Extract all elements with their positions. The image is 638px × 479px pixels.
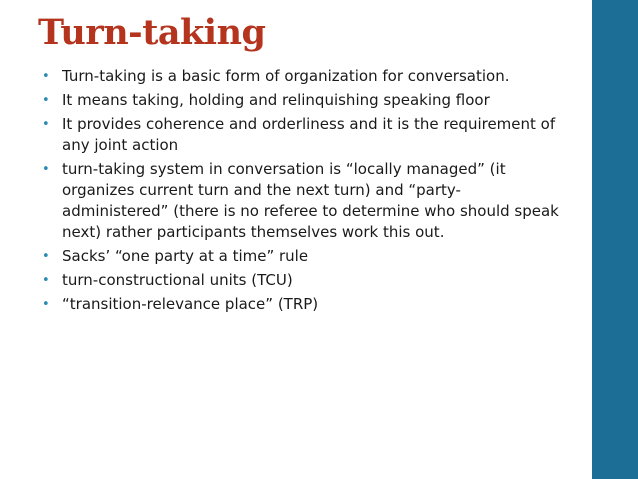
bullet-text: It provides coherence and orderliness and it is the requirement of any joint action <box>62 115 556 154</box>
bullet-text: Sacks’ “one party at a time” rule <box>62 247 309 265</box>
bullet-item <box>42 246 562 267</box>
bullet-icon: • <box>42 273 50 288</box>
bullet-list <box>42 66 562 318</box>
bullet-text: “transition-relevance place” (TRP) <box>62 295 319 313</box>
page-number: 24 <box>607 402 623 416</box>
bullet-icon: • <box>42 117 50 132</box>
bullet-icon: • <box>42 93 50 108</box>
bullet-icon: • <box>42 162 50 177</box>
bullet-item <box>42 90 562 111</box>
bullet-text: turn-taking system in conversation is “locally managed” (it organizes current turn and the next turn) and “party-administered” (there is no referee to determine who should speak next) rather participants themselves work this out. <box>62 160 559 241</box>
bullet-icon: • <box>42 297 50 312</box>
bullet-item <box>42 294 562 315</box>
bullet-item <box>42 270 562 291</box>
bullet-icon: • <box>42 249 50 264</box>
bullet-text: Turn-taking is a basic form of organization for conversation. <box>62 67 510 85</box>
right-bracket-icon <box>625 392 634 426</box>
bullet-text: It means taking, holding and relinquishing speaking floor <box>62 91 490 109</box>
left-bracket-icon <box>596 392 605 426</box>
slide-title: Turn-taking <box>38 12 266 53</box>
bullet-item <box>42 66 562 87</box>
page-number-badge <box>596 392 634 426</box>
bullet-item <box>42 114 562 156</box>
bullet-text: turn-constructional units (TCU) <box>62 271 293 289</box>
bullet-icon: • <box>42 69 50 84</box>
bullet-item <box>42 159 562 243</box>
